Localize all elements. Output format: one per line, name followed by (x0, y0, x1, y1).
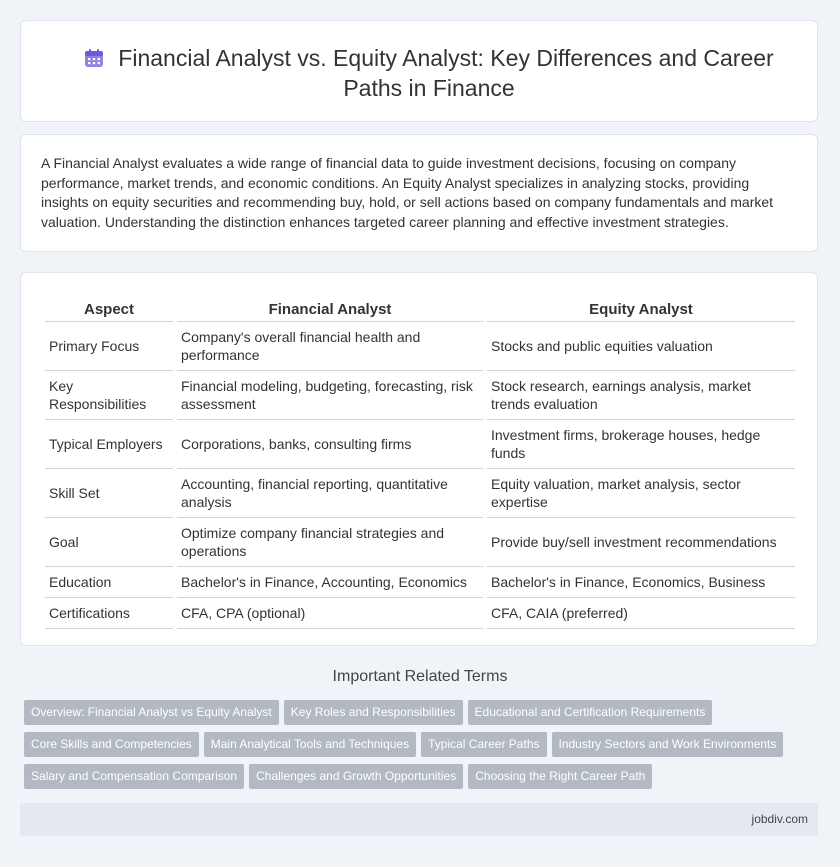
table-row (45, 567, 795, 598)
table-cell: Provide buy/sell investment recommendations (487, 518, 795, 567)
tag-career-paths[interactable]: Typical Career Paths (421, 732, 546, 757)
table-cell: Stock research, earnings analysis, market trends evaluation (487, 371, 795, 420)
table-cell: Company's overall financial health and performance (177, 322, 483, 371)
tag-salary[interactable]: Salary and Compensation Comparison (24, 764, 244, 789)
page-title-text: Financial Analyst vs. Equity Analyst: Key Differences and Career Paths in Finance (118, 45, 774, 101)
tag-overview[interactable]: Overview: Financial Analyst vs Equity Analyst (24, 700, 279, 725)
tag-education-certification[interactable]: Educational and Certification Requirements (468, 700, 713, 725)
page-title (61, 43, 797, 103)
table-cell: Key Responsibilities (45, 371, 173, 420)
table-header-row (45, 297, 795, 322)
table-cell: Optimize company financial strategies and operations (177, 518, 483, 567)
tag-challenges[interactable]: Challenges and Growth Opportunities (249, 764, 463, 789)
footer (20, 803, 818, 836)
calendar-icon (84, 48, 104, 68)
intro-text: A Financial Analyst evaluates a wide range of financial data to guide investment decisions, focusing on company performance, market trends, and economic conditions. An Equity Analyst specializes in analyzing stocks, providing insights on equity securities and recommending buy, hold, or sell actions based on company fundamentals and market valuation. Understanding the distinction enhances targeted career planning and effective investment strategies. (41, 155, 774, 230)
footer-site-link[interactable]: jobdiv.com (751, 812, 808, 826)
related-terms-tags (24, 700, 814, 796)
tag-choosing-path[interactable]: Choosing the Right Career Path (468, 764, 652, 789)
table-row (45, 469, 795, 518)
header-card (20, 20, 818, 122)
table-row (45, 371, 795, 420)
tag-key-roles[interactable]: Key Roles and Responsibilities (284, 700, 463, 725)
tag-row (24, 764, 814, 796)
tag-core-skills[interactable]: Core Skills and Competencies (24, 732, 199, 757)
related-terms-title: Important Related Terms (332, 668, 508, 685)
comparison-card (20, 272, 818, 646)
table-cell: Skill Set (45, 469, 173, 518)
intro-card (20, 134, 818, 252)
comparison-table (41, 297, 799, 629)
table-cell: Equity valuation, market analysis, sector expertise (487, 469, 795, 518)
table-cell: Primary Focus (45, 322, 173, 371)
header-aspect: Aspect (45, 297, 173, 322)
header-financial-analyst: Financial Analyst (177, 297, 483, 322)
table-cell: Goal (45, 518, 173, 567)
table-row (45, 598, 795, 629)
table-row (45, 322, 795, 371)
header-equity-analyst: Equity Analyst (487, 297, 795, 322)
table-cell: Typical Employers (45, 420, 173, 469)
table-cell: Stocks and public equities valuation (487, 322, 795, 371)
table-cell: Bachelor's in Finance, Economics, Business (487, 567, 795, 598)
table-row (45, 518, 795, 567)
table-cell: Investment firms, brokerage houses, hedge funds (487, 420, 795, 469)
table-cell: Accounting, financial reporting, quantitative analysis (177, 469, 483, 518)
table-cell: Financial modeling, budgeting, forecasting, risk assessment (177, 371, 483, 420)
table-cell: CFA, CAIA (preferred) (487, 598, 795, 629)
table-row (45, 420, 795, 469)
table-cell: Certifications (45, 598, 173, 629)
table-cell: Education (45, 567, 173, 598)
table-cell: CFA, CPA (optional) (177, 598, 483, 629)
tag-industry-sectors[interactable]: Industry Sectors and Work Environments (552, 732, 784, 757)
table-cell: Bachelor's in Finance, Accounting, Economics (177, 567, 483, 598)
tag-row (24, 700, 814, 732)
tag-row (24, 732, 814, 764)
title-wrap (61, 43, 797, 103)
tag-analytical-tools[interactable]: Main Analytical Tools and Techniques (204, 732, 416, 757)
table-cell: Corporations, banks, consulting firms (177, 420, 483, 469)
